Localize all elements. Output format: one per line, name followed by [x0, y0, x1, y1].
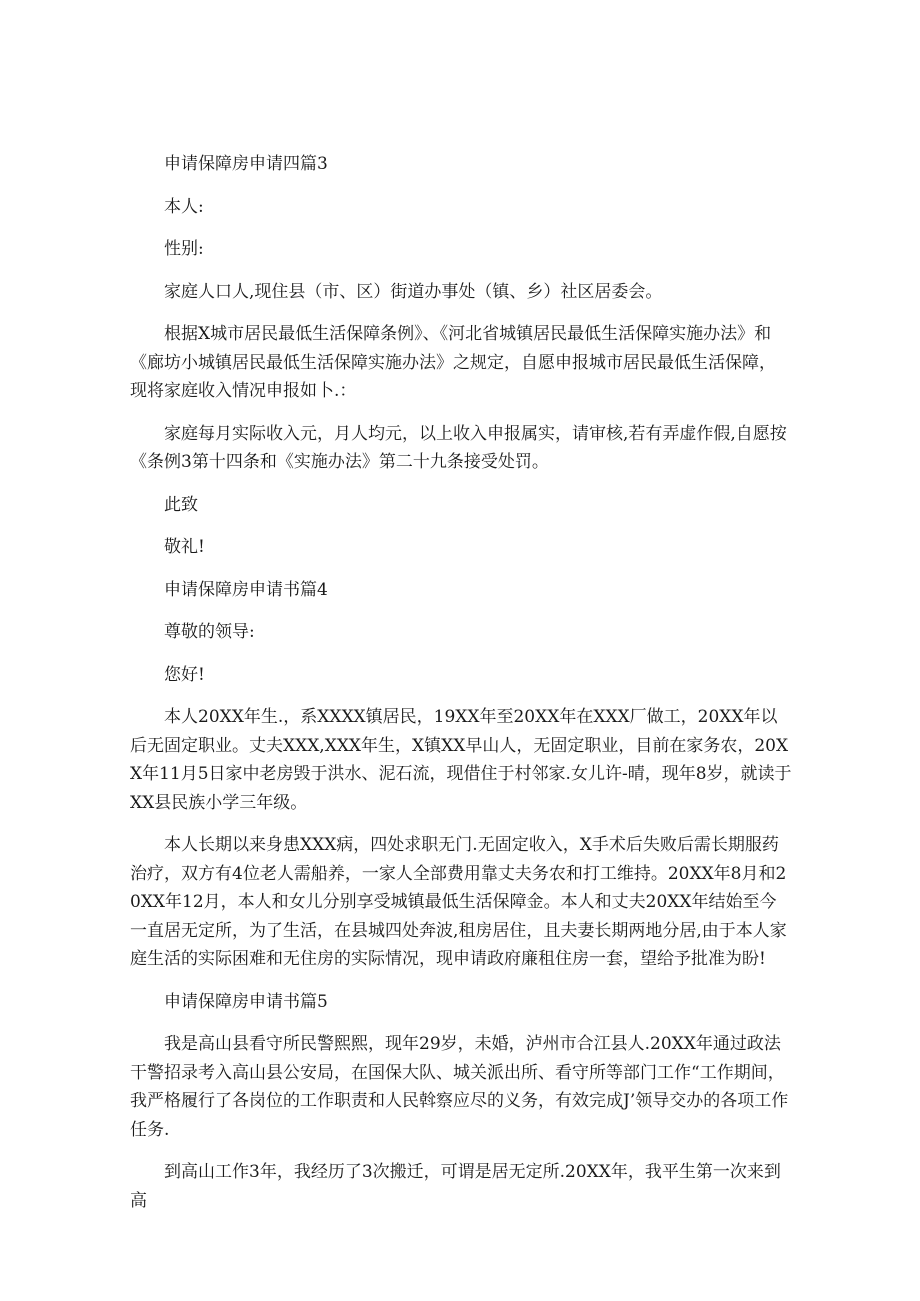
- paragraph: 本人长期以来身患XXX病，四处求职无门.无固定收入，X手术后失败后需长期服药治疗，双方有4位老人需船养，一家人全部费用靠丈夫务农和打工维持。20XX年8月和20XX年12月，本人和女儿分别享受城镇最低生活保障金。本人和丈夫20XX年结始至今一直居无定所，为了生活，在县城四处奔波,租房居住，且夫妻长期两地分居,由于本人家庭生活的实际困难和无住房的实际情况，现申请政府廉租住房一套，望给予批准为盼!: [130, 835, 787, 969]
- section-heading: 申请保障房申请四篇3: [164, 154, 328, 174]
- section-heading: 申请保障房申请书篇4: [164, 579, 328, 600]
- paragraph: 您好!: [164, 664, 205, 685]
- paragraph: 尊敬的领导:: [164, 622, 255, 642]
- paragraph: 我是高山县看守所民警熙熙，现年29岁，未婚，泸州市合江县人.20XX年通过政法干警招录考入高山县公安局，在国保大队、城关派出所、看守所等部门工作“工作期间，我严格履行了各岗位的工作职责和人民斡察应尽的义务，有效完成J’领导交办的各项工作任务.: [130, 1034, 789, 1140]
- section-heading: 申请保障房申请书篇5: [164, 991, 328, 1012]
- paragraph: 本人:: [164, 196, 204, 217]
- paragraph: 敬礼!: [164, 537, 205, 557]
- paragraph: 根据X城市居民最低生活保障条例》、《河北省城镇居民最低生活保障实施办法》和《廊坊小城镇居民最低生活保障实施办法》之规定，自愿申报城市居民最低生活保障，现将家庭收入情况申报如卜.：: [130, 324, 776, 401]
- paragraph: 本人20XX年生.，系XXXX镇居民，19XX年至20XX年在XXX厂做工，20XX年以后无固定职业。丈夫XXX,XXX年生，X镇XX早山人，无固定职业，目前在家务农，20XX年11月5日家中老房毁于洪水、泥石流，现借住于村邻家.女儿许-晴，现年8岁，就读于XX县民族小学三年级。: [130, 707, 792, 813]
- paragraph: 此致: [164, 494, 198, 515]
- document-page: [130, 150, 792, 1229]
- paragraph: 到高山工作3年，我经历了3次搬迁，可谓是居无定所.20XX年，我平生第一次来到高: [130, 1162, 781, 1211]
- paragraph: 家庭人口人,现住县（市、区）街道办事处（镇、乡）社区居委会。: [164, 281, 663, 302]
- paragraph: 性别:: [164, 239, 204, 259]
- paragraph: 家庭每月实际收入元，月人均元，以上收入申报属实，请审核,若有弄虚作假,自愿按《条例3第十四条和《实施办法》第二十九条接受处罚。: [130, 423, 787, 472]
